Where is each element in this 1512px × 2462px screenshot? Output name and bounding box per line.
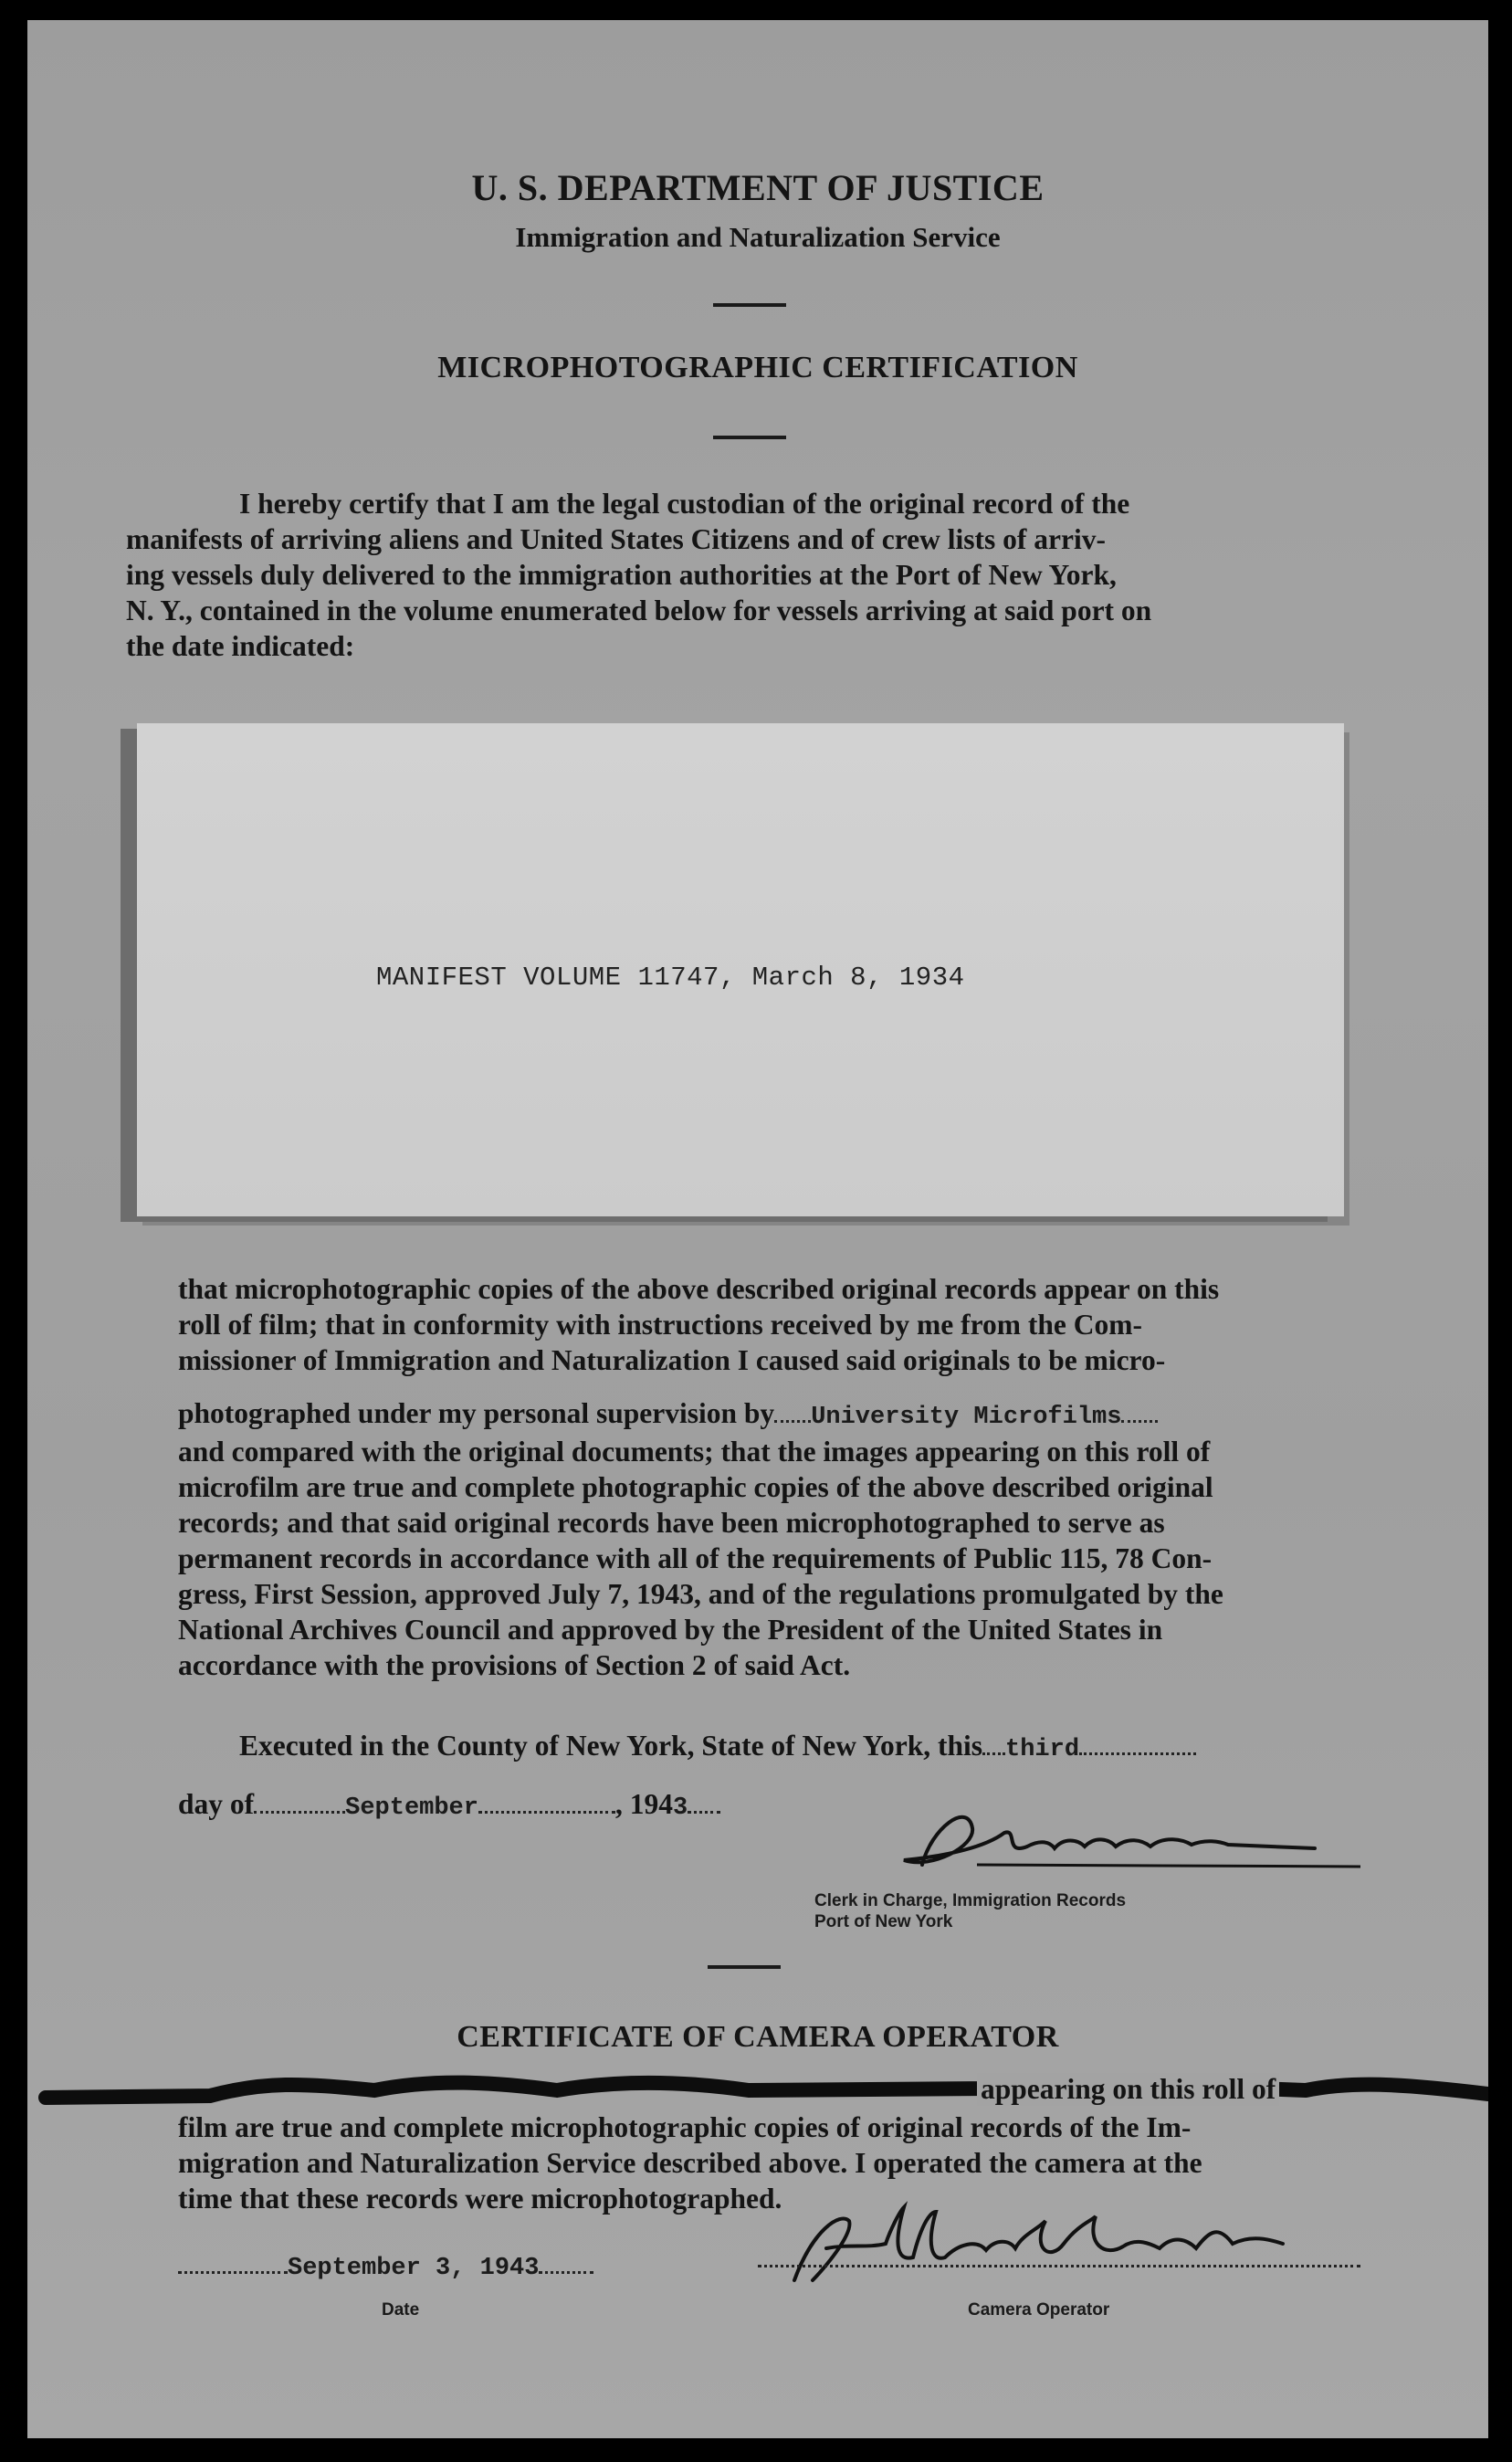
text-line: film are true and complete microphotographic copies of original records of the Im- <box>178 2111 1192 2143</box>
divider-rule <box>713 436 786 439</box>
clerk-place: Port of New York <box>814 1912 953 1931</box>
divider-rule <box>708 1965 781 1969</box>
operator-signature <box>758 2194 1360 2294</box>
text-line: migration and Naturalization Service described above. I operated the camera at the <box>178 2147 1202 2179</box>
date-line <box>178 1788 720 1822</box>
certification-paragraph-2 <box>178 1434 1360 1683</box>
supervision-prefix: photographed under my personal supervision by <box>178 1397 775 1429</box>
text-line: permanent records in accordance with all of the requirements of Public 115, 78 Con- <box>178 1542 1213 1574</box>
text-line: missioner of Immigration and Naturalization I caused said originals to be micro- <box>178 1344 1166 1376</box>
dotted-leader <box>774 1420 811 1423</box>
date-label: Date <box>382 2300 420 2320</box>
volume-label-card <box>137 723 1344 1216</box>
text-line: ing vessels duly delivered to the immigration authorities at the Port of New York, <box>126 559 1117 591</box>
dotted-leader <box>688 1811 720 1814</box>
volume-label: MANIFEST VOLUME 11747, March 8, 1934 <box>376 963 965 993</box>
dotted-leader <box>478 1811 615 1814</box>
executed-prefix: Executed in the County of New York, State of New York, this <box>239 1730 983 1762</box>
text-line: and compared with the original documents; that the images appearing on this roll of <box>178 1436 1211 1468</box>
intro-paragraph <box>126 486 1360 664</box>
dotted-leader <box>1079 1752 1196 1755</box>
certification-title: MICROPHOTOGRAPHIC CERTIFICATION <box>437 351 1078 384</box>
dotted-leader <box>539 2271 593 2274</box>
divider-rule <box>713 303 786 307</box>
year-prefix: , 194 <box>614 1788 673 1820</box>
dotted-leader <box>982 1752 1005 1755</box>
department-title: U. S. DEPARTMENT OF JUSTICE <box>471 167 1045 208</box>
dotted-leader <box>254 1811 345 1814</box>
text-line: I hereby certify that I am the legal custodian of the original record of the <box>239 488 1130 520</box>
dotted-leader <box>178 2271 288 2274</box>
supervision-line <box>178 1397 1158 1431</box>
camera-date-value: September 3, 1943 <box>288 2255 540 2282</box>
text-line: microfilm are true and complete photographic copies of the above described original <box>178 1471 1213 1503</box>
year-digit: 3 <box>672 1794 688 1822</box>
text-line: manifests of arriving aliens and United States Citizens and of crew lists of arriv- <box>126 523 1106 555</box>
text-line: the date indicated: <box>126 630 355 662</box>
operator-signature-line <box>758 2265 1360 2267</box>
text-line: time that these records were microphotographed. <box>178 2183 782 2215</box>
executed-day: third <box>1005 1736 1080 1763</box>
camera-line-1: appearing on this roll of <box>977 2073 1279 2106</box>
executed-line <box>239 1730 1196 1763</box>
text-line: records; and that said original records have been microphotographed to serve as <box>178 1507 1165 1539</box>
camera-operator-label: Camera Operator <box>968 2300 1110 2320</box>
day-of-label: day of <box>178 1788 255 1820</box>
camera-date-line <box>178 2248 593 2282</box>
text-line: National Archives Council and approved by the President of the United States in <box>178 1614 1163 1646</box>
clerk-title: Clerk in Charge, Immigration Records <box>814 1891 1127 1910</box>
text-line: gress, First Session, approved July 7, 1943, and of the regulations promulgated by the <box>178 1578 1223 1610</box>
month-value: September <box>345 1794 478 1822</box>
text-line: accordance with the provisions of Section 2 of said Act. <box>178 1649 851 1681</box>
clerk-signature <box>867 1792 1379 1892</box>
text-line: roll of film; that in conformity with instructions received by me from the Com- <box>178 1309 1142 1341</box>
dotted-leader <box>1121 1420 1158 1423</box>
document-page <box>27 20 1488 2438</box>
text-line: N. Y., contained in the volume enumerated below for vessels arriving at said port on <box>126 594 1152 626</box>
supervision-name: University Microfilms <box>811 1404 1122 1431</box>
camera-certificate-title: CERTIFICATE OF CAMERA OPERATOR <box>457 2020 1059 2054</box>
text-line: that microphotographic copies of the above described original records appear on this <box>178 1273 1220 1305</box>
service-subtitle: Immigration and Naturalization Service <box>515 221 1001 253</box>
certification-paragraph-1 <box>178 1271 1360 1378</box>
clerk-title-block <box>814 1890 1126 1932</box>
